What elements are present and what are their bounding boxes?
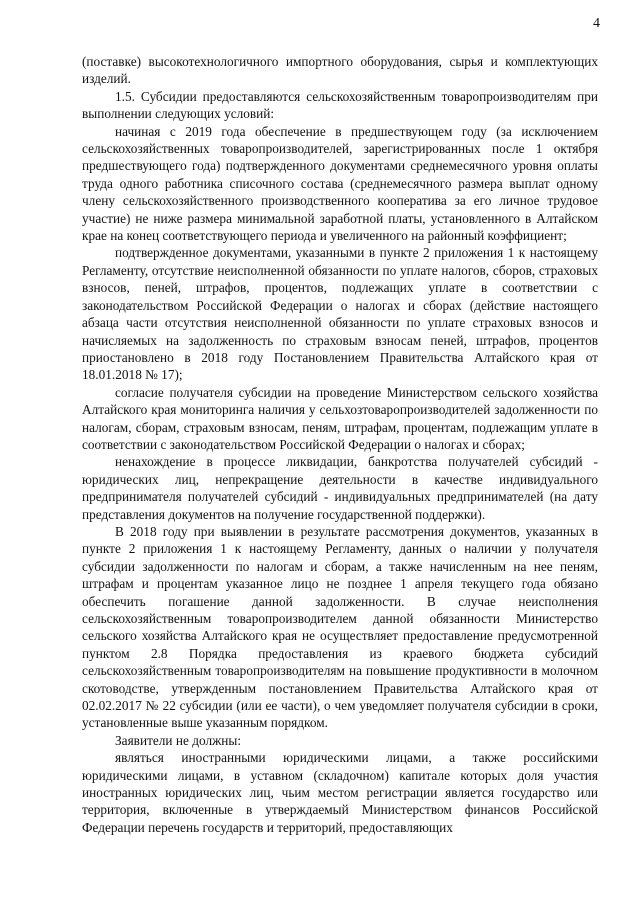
paragraph-2018-debt-repayment: В 2018 году при выявлении в результате рассмотрения документов, указанных в пункте 2 приложения 1 к настоящему Регламенту, данных о наличии у получателя субсидии задолженности по налогам и сборам, а также начисленным на нее пеням, штрафам и процентам указанное лицо не позднее 1 апреля текущего года обязано обеспечить погашение данной задолженности. В случае неисполнения сельскохозяйственным товаропроизводителем данной обязанности Министерство сельского хозяйства Алтайского края не осуществляет предоставление предусмотренной пунктом 2.8 Порядка предоставления из краевого бюджета субсидий сельскохозяйственным товаропроизводителям на повышение продуктивности в молочном скотоводстве, утвержденным постановлением Правительства Алтайского края от 02.02.2017 № 22 субсидии (или ее части), о чем уведомляет получателя субсидии в сроки, установленные выше указанным порядком. — [82, 523, 598, 731]
paragraph-section-1-5: 1.5. Субсидии предоставляются сельскохозяйственным товаропроизводителям при выполнении следующих условий: — [82, 88, 598, 122]
paragraph-applicants-must-not: Заявители не должны: — [115, 732, 242, 748]
paragraph-foreign-entities: являться иностранными юридическими лицами, а также российскими юридическими лицами, в уставном (складочном) капитале которых доля участия иностранных юридических лиц, чьим местом регистрации является государство или территория, включенные в утверждаемый Министерством финансов Российской Федерации перечень государств и территорий, предоставляющих — [82, 750, 598, 835]
paragraph-wage-condition: начиная с 2019 года обеспечение в предшествующем году (за исключением сельскохозяйственных товаропроизводителей, зарегистрированных после 1 октября предшествующего года) подтвержденного документами среднемесячного уровня оплаты труда одного работника списочного состава (среднемесячного размера выплат одному члену сельскохозяйственного производственного кооператива за его личное трудовое участие) не ниже размера минимальной заработной платы, установленного в Алтайском крае на конец соответствующего периода и увеличенного на районный коэффициент; — [82, 123, 598, 244]
document-body — [82, 53, 598, 836]
paragraph-tax-debt-condition: подтвержденное документами, указанными в пункте 2 приложения 1 к настоящему Регламенту, отсутствие неисполненной обязанности по уплате налогов, сборов, страховых взносов, пеней, штрафов, процентов, подлежащих уплате в соответствии с законодательством Российской Федерации о налогах и сборах (действие настоящего абзаца части отсутствия неисполненной обязанности по уплате страховых взносов и начисляемых на задолженность по страховым взносам пеней, штрафов, процентов приостановлено в 2018 году Постановлением Правительства Алтайского края от 18.01.2018 № 17); — [82, 245, 598, 383]
paragraph-no-liquidation: ненахождение в процессе ликвидации, банкротства получателей субсидий - юридических лиц, непрекращение деятельности в качестве индивидуального предпринимателя получателей субсидий - индивидуальных предпринимателей (на дату представления документов на получение государственной поддержки). — [82, 454, 598, 522]
paragraph-monitoring-consent: согласие получателя субсидии на проведение Министерством сельского хозяйства Алтайского края мониторинга наличия у сельхозтоваропроизводителей задолженности по налогам, сборам, страховым взносам, пеням, штрафам, процентам, подлежащим уплате в соответствии с законодательством Российской Федерации о налогах и сборах; — [82, 384, 598, 452]
page-number: 4 — [593, 16, 600, 31]
paragraph-continuation-supply: (поставке) высокотехнологичного импортного оборудования, сырья и комплектующих изделий. — [82, 54, 598, 87]
